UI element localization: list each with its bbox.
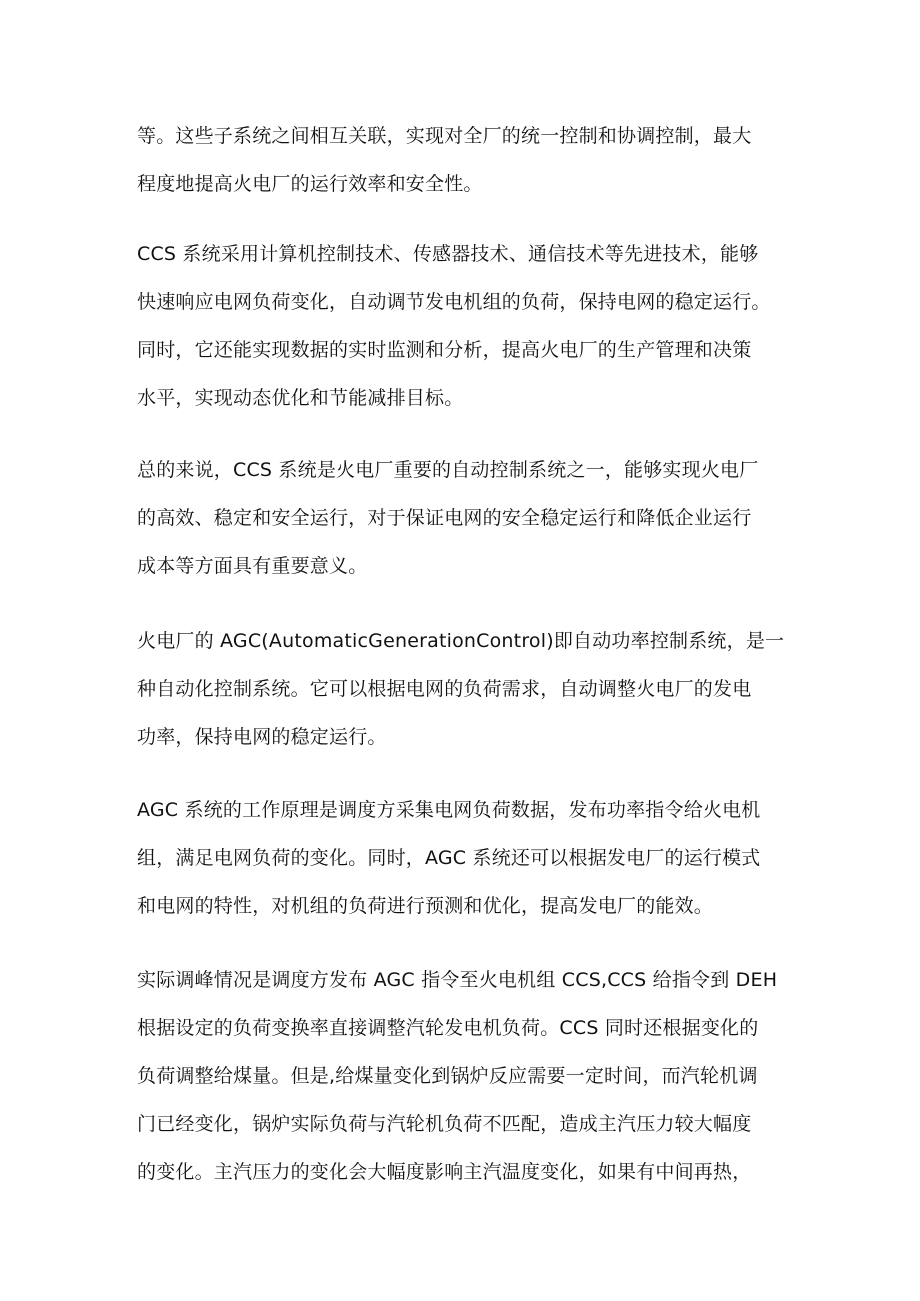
text-line: 组，满足电网负荷的变化。同时，AGC 系统还可以根据发电厂的运行模式 <box>137 847 761 869</box>
text-line: 门已经变化，锅炉实际负荷与汽轮机负荷不匹配，造成主汽压力较大幅度 <box>137 1113 752 1135</box>
text-line: 成本等方面具有重要意义。 <box>137 555 368 577</box>
paragraph-ccs-technology <box>137 230 797 422</box>
text-line: 程度地提高火电厂的运行效率和安全性。 <box>137 173 483 195</box>
text-line: 的变化。主汽压力的变化会大幅度影响主汽温度变化，如果有中间再热， <box>137 1161 752 1183</box>
text-line: 和电网的特性，对机组的负荷进行预测和优化，提高发电厂的能效。 <box>137 895 714 917</box>
text-line: 火电厂的 AGC(AutomaticGenerationControl)即自动功率控制系统，是一 <box>137 630 785 652</box>
paragraph-peak-regulation <box>137 956 797 1196</box>
text-line: 种自动化控制系统。它可以根据电网的负荷需求，自动调整火电厂的发电 <box>137 678 752 700</box>
text-line: 水平，实现动态优化和节能减排目标。 <box>137 387 464 409</box>
text-line: 的高效、稳定和安全运行，对于保证电网的安全稳定运行和降低企业运行 <box>137 507 752 529</box>
text-line: 等。这些子系统之间相互关联，实现对全厂的统一控制和协调控制，最大 <box>137 125 752 147</box>
paragraph-agc-principle <box>137 786 797 930</box>
paragraph-agc-definition <box>137 617 797 761</box>
text-line: 同时，它还能实现数据的实时监测和分析，提高火电厂的生产管理和决策 <box>137 339 752 361</box>
paragraph-subsystems <box>137 112 797 208</box>
text-line: AGC 系统的工作原理是调度方采集电网负荷数据，发布功率指令给火电机 <box>137 799 761 821</box>
text-line: 根据设定的负荷变换率直接调整汽轮发电机负荷。CCS 同时还根据变化的 <box>137 1017 759 1039</box>
text-line: 实际调峰情况是调度方发布 AGC 指令至火电机组 CCS,CCS 给指令到 DEH <box>137 969 778 991</box>
text-line: 快速响应电网负荷变化，自动调节发电机组的负荷，保持电网的稳定运行。 <box>137 291 771 313</box>
paragraph-ccs-summary <box>137 446 797 590</box>
text-line: 负荷调整给煤量。但是,给煤量变化到锅炉反应需要一定时间，而汽轮机调 <box>137 1065 758 1087</box>
text-line: 总的来说，CCS 系统是火电厂重要的自动控制系统之一，能够实现火电厂 <box>137 459 759 481</box>
text-line: CCS 系统采用计算机控制技术、传感器技术、通信技术等先进技术，能够 <box>137 243 759 265</box>
text-line: 功率，保持电网的稳定运行。 <box>137 726 387 748</box>
